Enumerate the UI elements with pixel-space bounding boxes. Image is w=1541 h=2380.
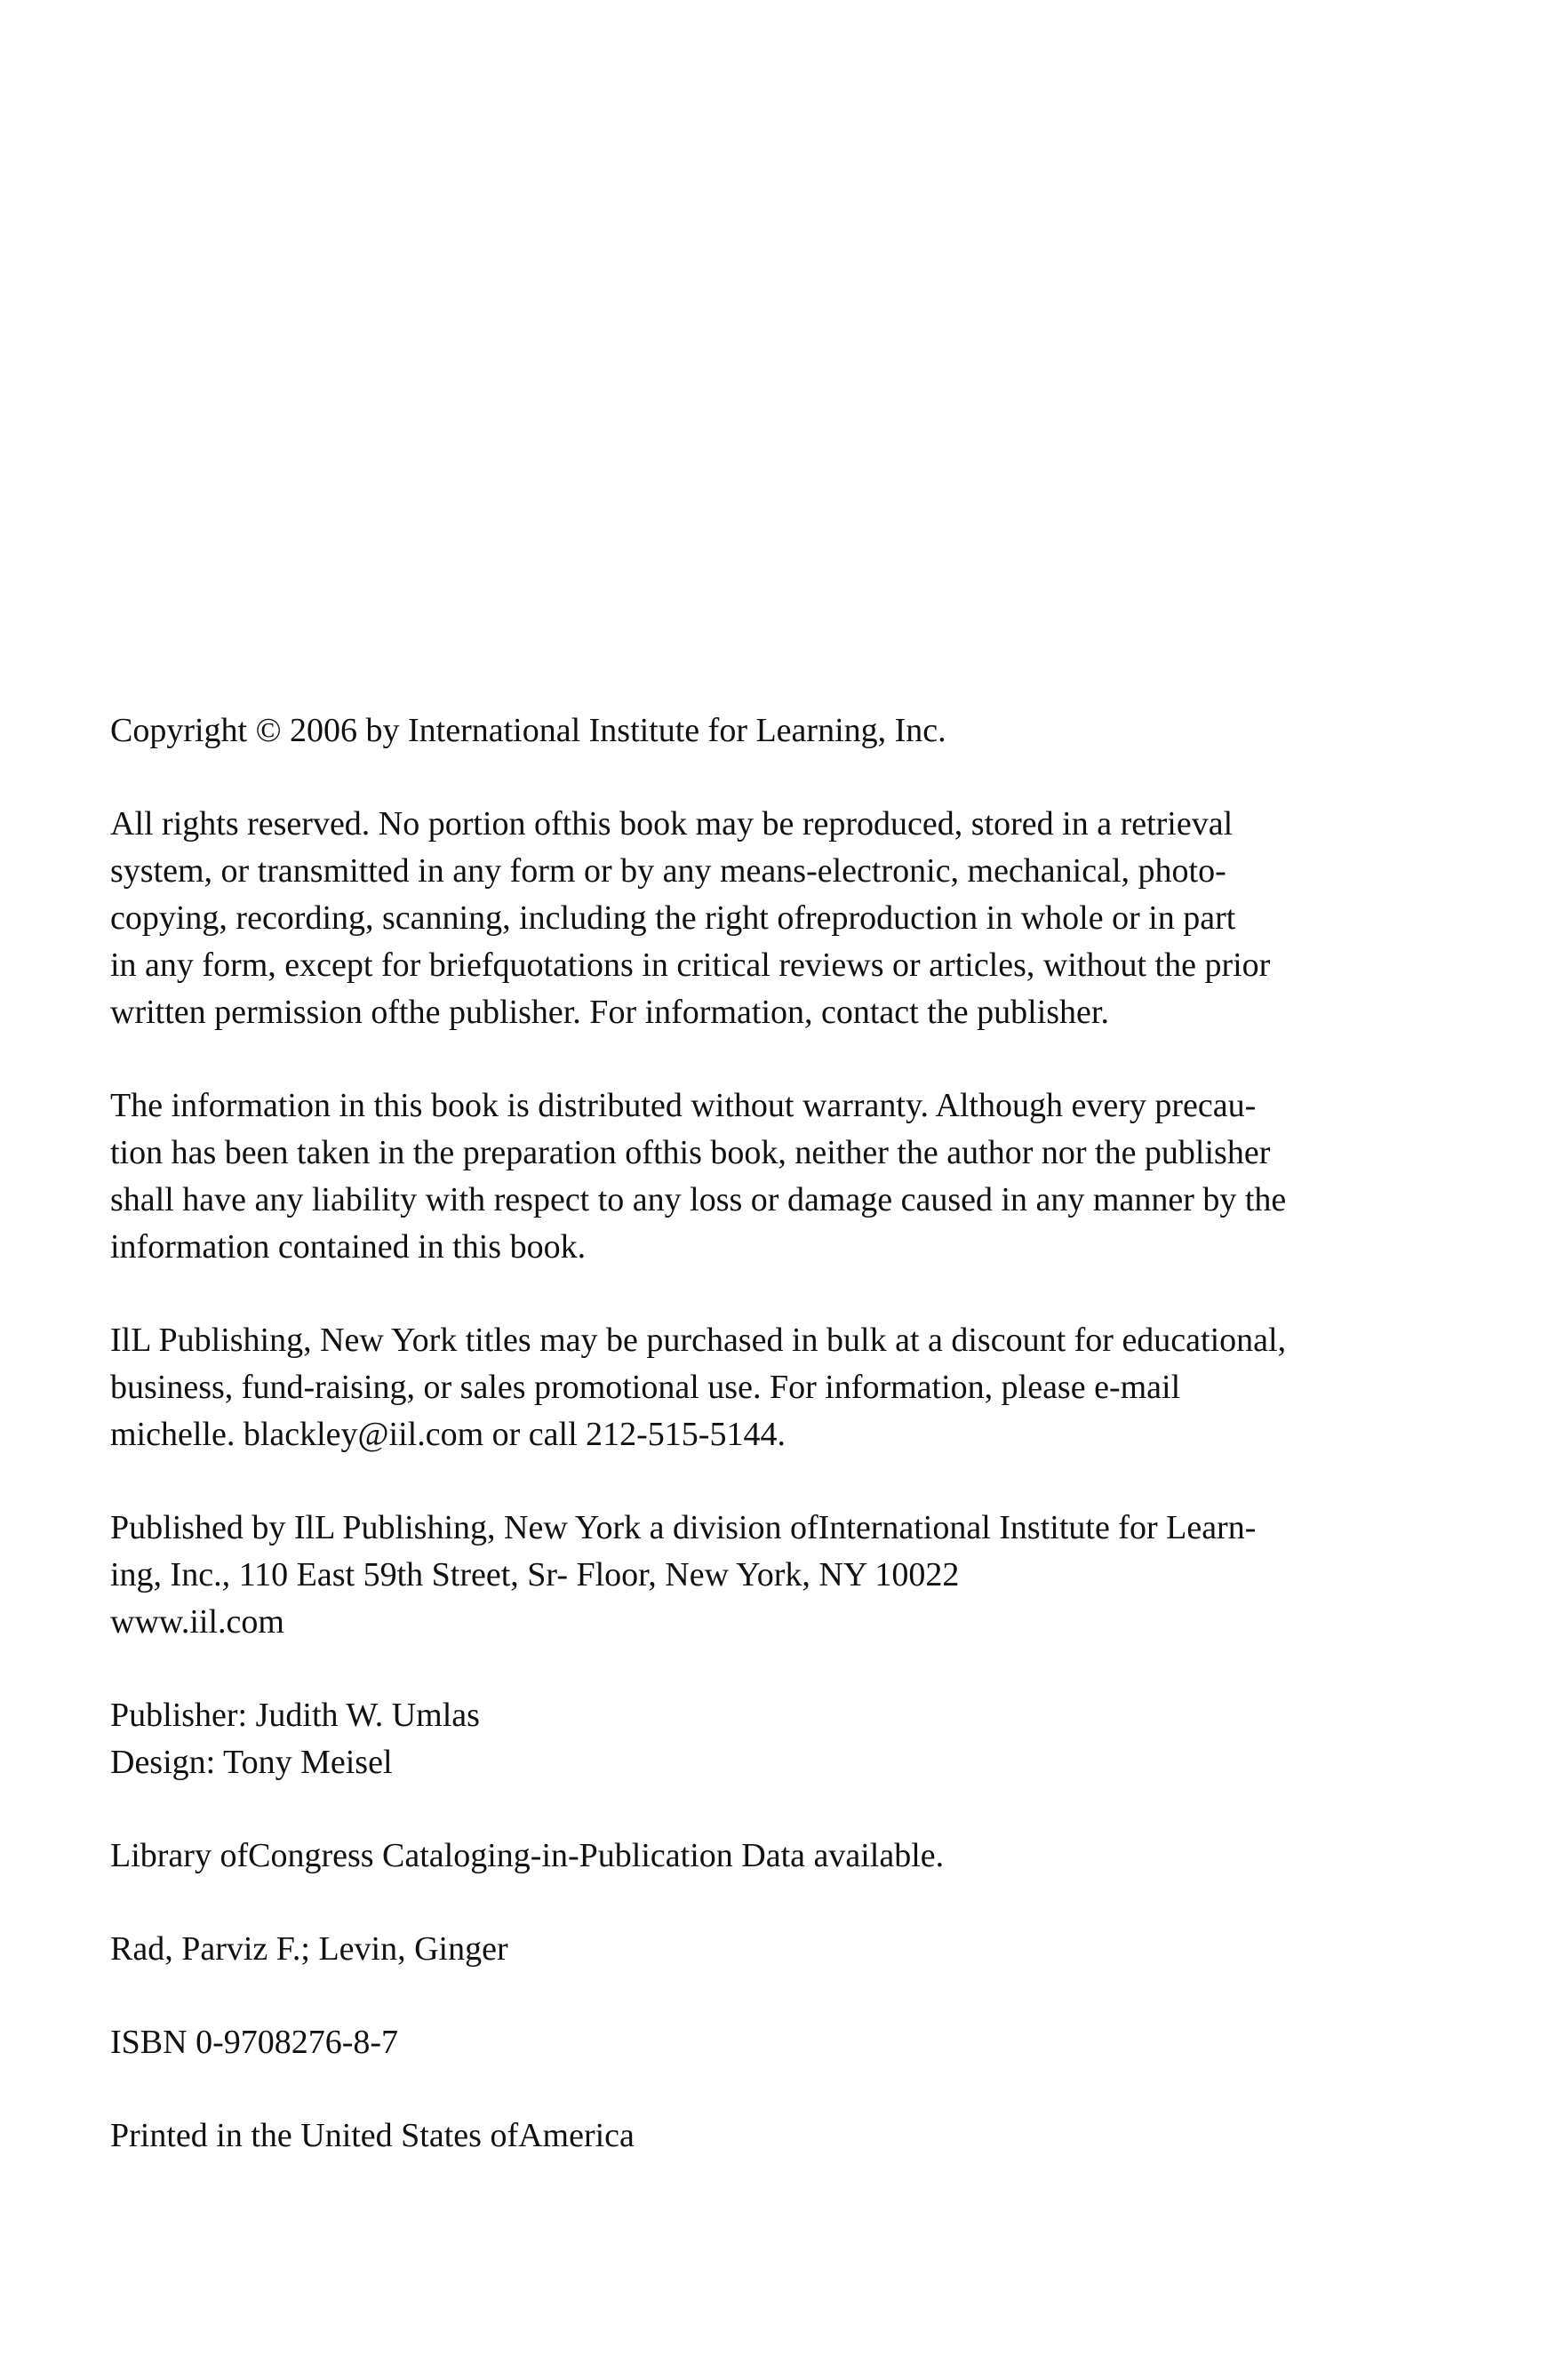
authors-line: Rad, Parviz F.; Levin, Ginger xyxy=(110,1930,508,1968)
rights-line: written permission ofthe publisher. For information, contact the publisher. xyxy=(110,994,1109,1031)
isbn-notice xyxy=(110,2019,1443,2066)
warranty-paragraph xyxy=(110,1082,1443,1271)
warranty-line: tion has been taken in the preparation ofthis book, neither the author nor the publisher xyxy=(110,1134,1271,1171)
publisher-credit: Publisher: Judith W. Umlas xyxy=(110,1697,480,1734)
warranty-line: The information in this book is distributed without warranty. Although every precau- xyxy=(110,1087,1257,1124)
bulk-sales-line: business, fund-raising, or sales promotional use. For information, please e-mail xyxy=(110,1369,1181,1406)
bulk-sales-line: IlL Publishing, New York titles may be purchased in bulk at a discount for educational, xyxy=(110,1322,1287,1359)
cip-line: Library ofCongress Cataloging-in-Publication Data available. xyxy=(110,1837,945,1874)
cip-notice xyxy=(110,1833,1443,1880)
bulk-sales-paragraph xyxy=(110,1317,1443,1458)
rights-line: system, or transmitted in any form or by any means-electronic, mechanical, photo- xyxy=(110,852,1226,890)
credits-paragraph xyxy=(110,1692,1443,1786)
printed-notice xyxy=(110,2112,1443,2160)
rights-line: in any form, except for briefquotations in critical reviews or articles, without the prior xyxy=(110,946,1271,984)
printed-line: Printed in the United States ofAmerica xyxy=(110,2117,635,2154)
publisher-info-line: Published by IlL Publishing, New York a division ofInternational Institute for Learn- xyxy=(110,1509,1257,1546)
design-credit: Design: Tony Meisel xyxy=(110,1744,393,1781)
copyright-page-content xyxy=(110,707,1443,2206)
warranty-line: information contained in this book. xyxy=(110,1228,587,1266)
authors-notice xyxy=(110,1926,1443,1973)
rights-reserved-paragraph xyxy=(110,801,1443,1036)
rights-line: All rights reserved. No portion ofthis book may be reproduced, stored in a retrieval xyxy=(110,805,1234,843)
website-url: www.iil.com xyxy=(110,1603,284,1641)
copyright-line: Copyright © 2006 by International Institute for Learning, Inc. xyxy=(110,712,946,749)
bulk-sales-line: michelle. blackley@iil.com or call 212-515-5144. xyxy=(110,1416,786,1453)
copyright-notice xyxy=(110,707,1443,755)
warranty-line: shall have any liability with respect to any loss or damage caused in any manner by the xyxy=(110,1181,1287,1218)
isbn-line: ISBN 0-9708276-8-7 xyxy=(110,2024,399,2061)
publisher-info-line: ing, Inc., 110 East 59th Street, Sr- Floor, New York, NY 10022 xyxy=(110,1556,960,1593)
publisher-info-paragraph xyxy=(110,1505,1443,1646)
rights-line: copying, recording, scanning, including the right ofreproduction in whole or in part xyxy=(110,899,1236,937)
